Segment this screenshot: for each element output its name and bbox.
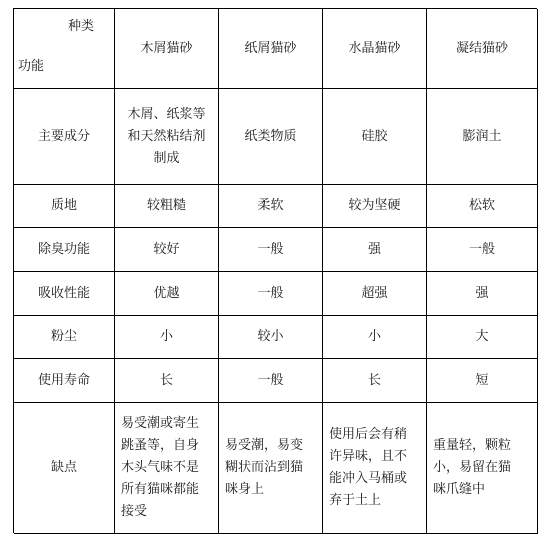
- table-cell: 一般: [219, 272, 323, 316]
- table-cell: 一般: [219, 228, 323, 272]
- corner-label-function: 功能: [18, 59, 45, 74]
- table-cell: 较粗糙: [115, 185, 219, 228]
- table-cell: 强: [427, 272, 538, 316]
- table-corner-header: [14, 9, 115, 89]
- table-cell: 优越: [115, 272, 219, 316]
- table-cell: 强: [323, 228, 427, 272]
- table-cell: 一般: [219, 359, 323, 403]
- table-cell: 较小: [219, 316, 323, 359]
- table-cell: 使用后会有稍 许异味，且不 能冲入马桶或 弃于土上: [323, 403, 427, 534]
- row-label-lifespan: 使用寿命: [14, 359, 115, 403]
- row-label-absorption: 吸收性能: [14, 272, 115, 316]
- row-label-ingredients: 主要成分: [14, 89, 115, 185]
- table-cell: 小: [323, 316, 427, 359]
- corner-label-type: 种类: [68, 19, 95, 34]
- table-cell: 短: [427, 359, 538, 403]
- table-cell: 硅胶: [323, 89, 427, 185]
- table-cell: 较为坚硬: [323, 185, 427, 228]
- table-cell: 柔软: [219, 185, 323, 228]
- table-cell: 木屑、纸浆等 和天然粘结剂 制成: [115, 89, 219, 185]
- table-cell: 长: [323, 359, 427, 403]
- table-cell: 大: [427, 316, 538, 359]
- table-cell: 一般: [427, 228, 538, 272]
- table-cell: 较好: [115, 228, 219, 272]
- table-cell: 小: [115, 316, 219, 359]
- table-cell: 膨润土: [427, 89, 538, 185]
- row-label-dust: 粉尘: [14, 316, 115, 359]
- table-cell: 重量轻，颗粒 小，易留在猫 咪爪缝中: [427, 403, 538, 534]
- row-label-texture: 质地: [14, 185, 115, 228]
- column-header-clumping: 凝结猫砂: [427, 9, 538, 89]
- column-header-wood: 木屑猫砂: [115, 9, 219, 89]
- table-cell: 易受潮或寄生 跳蚤等，自身 木头气味不是 所有猫咪都能 接受: [115, 403, 219, 534]
- table-cell: 长: [115, 359, 219, 403]
- row-label-deodorizing: 除臭功能: [14, 228, 115, 272]
- table-cell: 纸类物质: [219, 89, 323, 185]
- column-header-crystal: 水晶猫砂: [323, 9, 427, 89]
- table-cell: 易受潮，易变 糊状而沾到猫 咪身上: [219, 403, 323, 534]
- table-cell: 松软: [427, 185, 538, 228]
- table-cell: 超强: [323, 272, 427, 316]
- row-label-drawbacks: 缺点: [14, 403, 115, 534]
- column-header-paper: 纸屑猫砂: [219, 9, 323, 89]
- cat-litter-comparison-table: [13, 8, 537, 533]
